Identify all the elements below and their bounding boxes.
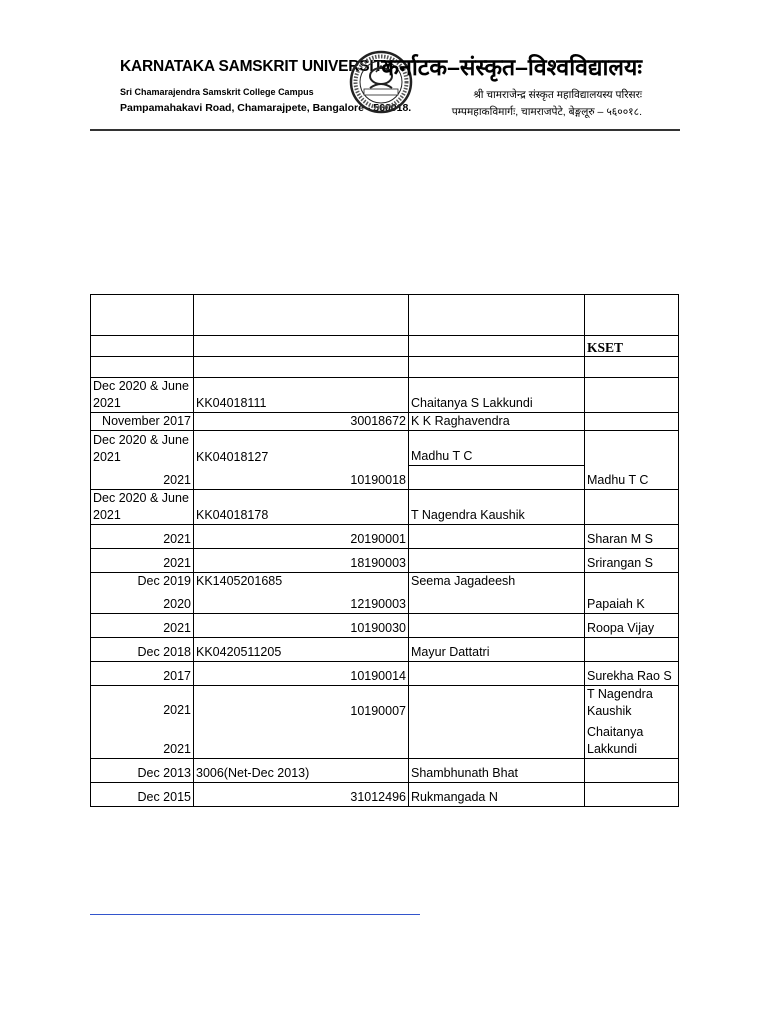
code-cell bbox=[194, 686, 409, 759]
name-cell: K K Raghavendra bbox=[409, 413, 585, 431]
code-cell: KK0420511205 bbox=[194, 638, 409, 662]
kset-cell: Roopa Vijay bbox=[585, 614, 679, 638]
table-row bbox=[91, 573, 679, 614]
code-line-2: 12190003 bbox=[350, 597, 406, 611]
table-row bbox=[91, 783, 679, 807]
header-cell-2 bbox=[194, 295, 409, 336]
table-row bbox=[91, 413, 679, 431]
date-line-2: 2021 bbox=[163, 473, 191, 487]
code-cell bbox=[194, 431, 409, 490]
name-cell bbox=[409, 614, 585, 638]
table-row bbox=[91, 431, 679, 490]
campus-english: Sri Chamarajendra Samskrit College Campus bbox=[120, 87, 314, 97]
address-english: Pampamahakavi Road, Chamarajpete, Bangalore - 560018. bbox=[120, 102, 412, 114]
code-cell: 18190003 bbox=[194, 549, 409, 573]
code-cell bbox=[194, 573, 409, 614]
name-cell: T Nagendra Kaushik bbox=[409, 490, 585, 525]
kset-cell bbox=[585, 759, 679, 783]
header-cell-1 bbox=[91, 295, 194, 336]
code-cell: 20190001 bbox=[194, 525, 409, 549]
date-line-1: Dec 2020 & June 2021 bbox=[93, 433, 189, 464]
kset-cell bbox=[585, 783, 679, 807]
date-cell: Dec 2015 bbox=[91, 783, 194, 807]
name-cell bbox=[409, 431, 585, 490]
name-line-1: Seema Jagadeesh bbox=[411, 574, 516, 588]
name-cell bbox=[409, 686, 585, 759]
name-cell bbox=[409, 549, 585, 573]
name-cell bbox=[409, 525, 585, 549]
university-name-sanskrit: कर्नाटक–संस्कृत–विश्वविद्यालयः bbox=[381, 54, 642, 80]
code-cell: 3006(Net-Dec 2013) bbox=[194, 759, 409, 783]
name-cell: Shambhunath Bhat bbox=[409, 759, 585, 783]
code-cell: 10190014 bbox=[194, 662, 409, 686]
date-line-1: 2021 bbox=[163, 703, 191, 717]
name-cell: Mayur Dattatri bbox=[409, 638, 585, 662]
kset-cell: Papaiah K bbox=[585, 573, 679, 614]
table-row bbox=[91, 686, 679, 759]
date-line-1: Dec 2019 bbox=[137, 574, 191, 588]
kset-cell: Surekha Rao S bbox=[585, 662, 679, 686]
table-row bbox=[91, 662, 679, 686]
name-cell bbox=[409, 662, 585, 686]
date-line-2: 2021 bbox=[163, 742, 191, 756]
date-cell: Dec 2020 & June 2021 bbox=[91, 378, 194, 413]
table-row bbox=[91, 638, 679, 662]
cell-divider bbox=[409, 465, 584, 466]
address-sanskrit: पम्पमहाकविमार्गः, चामराजपेटे, बेङ्गलूरु – ५६००१८. bbox=[451, 106, 642, 118]
kset-cell bbox=[585, 490, 679, 525]
table-row bbox=[91, 525, 679, 549]
table-row bbox=[91, 614, 679, 638]
date-cell: Dec 2020 & June 2021 bbox=[91, 490, 194, 525]
date-cell: Dec 2018 bbox=[91, 638, 194, 662]
kset-line-2: Chaitanya Lakkundi bbox=[587, 725, 644, 756]
date-cell: Dec 2013 bbox=[91, 759, 194, 783]
code-line-1: KK04018127 bbox=[196, 450, 269, 464]
code-cell: KK04018178 bbox=[194, 490, 409, 525]
code-line-1: KK1405201685 bbox=[196, 574, 283, 588]
kset-cell bbox=[585, 686, 679, 759]
campus-sanskrit: श्री चामराजेन्द्र संस्कृत महाविद्यालयस्य परिसरः bbox=[473, 89, 642, 101]
header-cell-4 bbox=[585, 295, 679, 336]
kset-cell: Sharan M S bbox=[585, 525, 679, 549]
header-row bbox=[91, 295, 679, 336]
kset-cell bbox=[585, 413, 679, 431]
code-cell: 30018672 bbox=[194, 413, 409, 431]
date-cell: 2021 bbox=[91, 549, 194, 573]
code-line-1: 10190007 bbox=[350, 703, 406, 718]
date-line-2: 2020 bbox=[163, 597, 191, 611]
university-name-english: KARNATAKA SAMSKRIT UNIVERSITY bbox=[120, 58, 393, 75]
code-line-2: 10190018 bbox=[350, 473, 406, 487]
hyperlink-underline[interactable] bbox=[90, 914, 420, 915]
kset-cell: Madhu T C bbox=[585, 431, 679, 490]
code-cell: 31012496 bbox=[194, 783, 409, 807]
code-cell: KK04018111 bbox=[194, 378, 409, 413]
code-cell: 10190030 bbox=[194, 614, 409, 638]
letterhead bbox=[90, 40, 680, 132]
date-cell bbox=[91, 573, 194, 614]
kset-cell bbox=[585, 378, 679, 413]
table-row bbox=[91, 378, 679, 413]
date-cell: 2021 bbox=[91, 614, 194, 638]
kset-header: KSET bbox=[585, 336, 679, 357]
kset-line-1: T Nagendra Kaushik bbox=[587, 687, 653, 718]
date-cell: 2017 bbox=[91, 662, 194, 686]
table-row bbox=[91, 490, 679, 525]
name-cell: Rukmangada N bbox=[409, 783, 585, 807]
date-cell: 2021 bbox=[91, 525, 194, 549]
name-cell bbox=[409, 573, 585, 614]
table-row bbox=[91, 549, 679, 573]
kset-cell bbox=[585, 638, 679, 662]
kset-cell: Srirangan S bbox=[585, 549, 679, 573]
date-cell bbox=[91, 431, 194, 490]
kset-header-row bbox=[91, 336, 679, 357]
date-cell: November 2017 bbox=[91, 413, 194, 431]
name-cell: Chaitanya S Lakkundi bbox=[409, 378, 585, 413]
table-row bbox=[91, 759, 679, 783]
records-table bbox=[90, 294, 679, 807]
blank-row bbox=[91, 357, 679, 378]
date-cell bbox=[91, 686, 194, 759]
header-cell-3 bbox=[409, 295, 585, 336]
letterhead-rule bbox=[90, 129, 680, 131]
name-line-1: Madhu T C bbox=[411, 449, 473, 463]
